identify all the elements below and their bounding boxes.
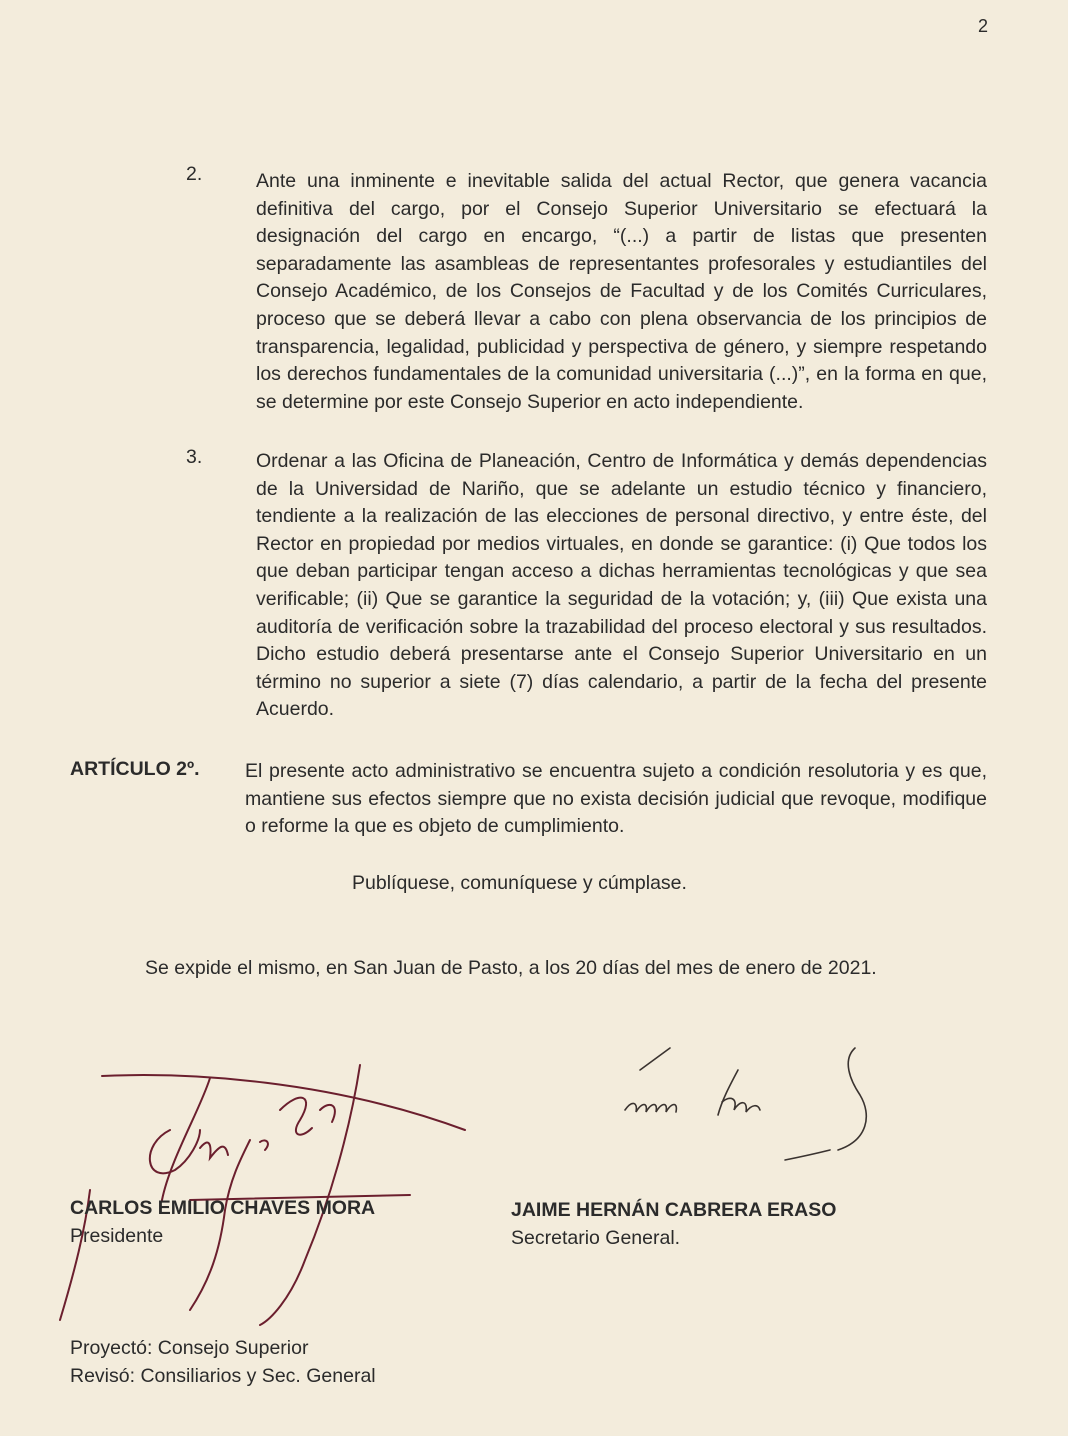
item-number: 2.: [186, 163, 203, 185]
item-number: 3.: [186, 446, 203, 468]
publish-line: Publíquese, comuníquese y cúmplase.: [352, 872, 687, 894]
page-number: 2: [978, 16, 989, 36]
footer-projected: Proyectó: Consejo Superior: [70, 1337, 309, 1359]
item-text: Ordenar a las Oficina de Planeación, Centro de Informática y demás dependencias de la Universidad de Nariño, que se adelante un estudio técnico y financiero, tendiente a la realización de las elecciones de personal directivo, y entre éste, del Rector en propiedad por medios virtuales, en donde se garantice: (i) Que todos los que deban participar tengan acceso a dichas herramientas tecnológicas y que sea verificable; (ii) Que se garantice la seguridad de la votación; y, (iii) Que exista una auditoría de verificación sobre la trazabilidad del proceso electoral y sus resultados. Dicho estudio deberá presentarse ante el Consejo Superior Universitario en un término no superior a siete (7) días calendario, a partir de la fecha del presente Acuerdo.: [256, 450, 987, 721]
article-text: El presente acto administrativo se encuentra sujeto a condición resolutoria y es que, mantiene sus efectos siempre que no exista decisión judicial que revoque, modifique o reforme la que es objeto de cumplimiento.: [245, 760, 987, 838]
signatory-role: Secretario General.: [511, 1227, 681, 1249]
issued-line: Se expide el mismo, en San Juan de Pasto, a los 20 días del mes de enero de 2021.: [145, 957, 877, 979]
signatory-name: JAIME HERNÁN CABRERA ERASO: [511, 1199, 837, 1221]
signature-president: [50, 1050, 480, 1330]
footer-reviewed: Revisó: Consiliarios y Sec. General: [70, 1365, 376, 1387]
article-label: ARTÍCULO 2º.: [70, 758, 200, 780]
item-text: Ante una inminente e inevitable salida del actual Rector, que genera vacancia definitiva del cargo, por el Consejo Superior Universitario se efectuará la designación del cargo en encargo, “(...) a partir de listas que presenten separadamente las asambleas de representantes profesorales y estudiantiles del Consejo Académico, de los Consejos de Facultad y de los Comités Curriculares, proceso que se deberá llevar a cabo con plena observancia de los principios de transparencia, legalidad, publicidad y perspectiva de género, y siempre respetando los derechos fundamentales de la comunidad universitaria (...)”, en la forma en que, se determine por este Consejo Superior en acto independiente.: [256, 170, 987, 413]
signatory-name: CARLOS EMILIO CHAVES MORA: [70, 1197, 376, 1219]
signatory-role: Presidente: [70, 1225, 164, 1247]
signature-secretary: [610, 1040, 880, 1180]
